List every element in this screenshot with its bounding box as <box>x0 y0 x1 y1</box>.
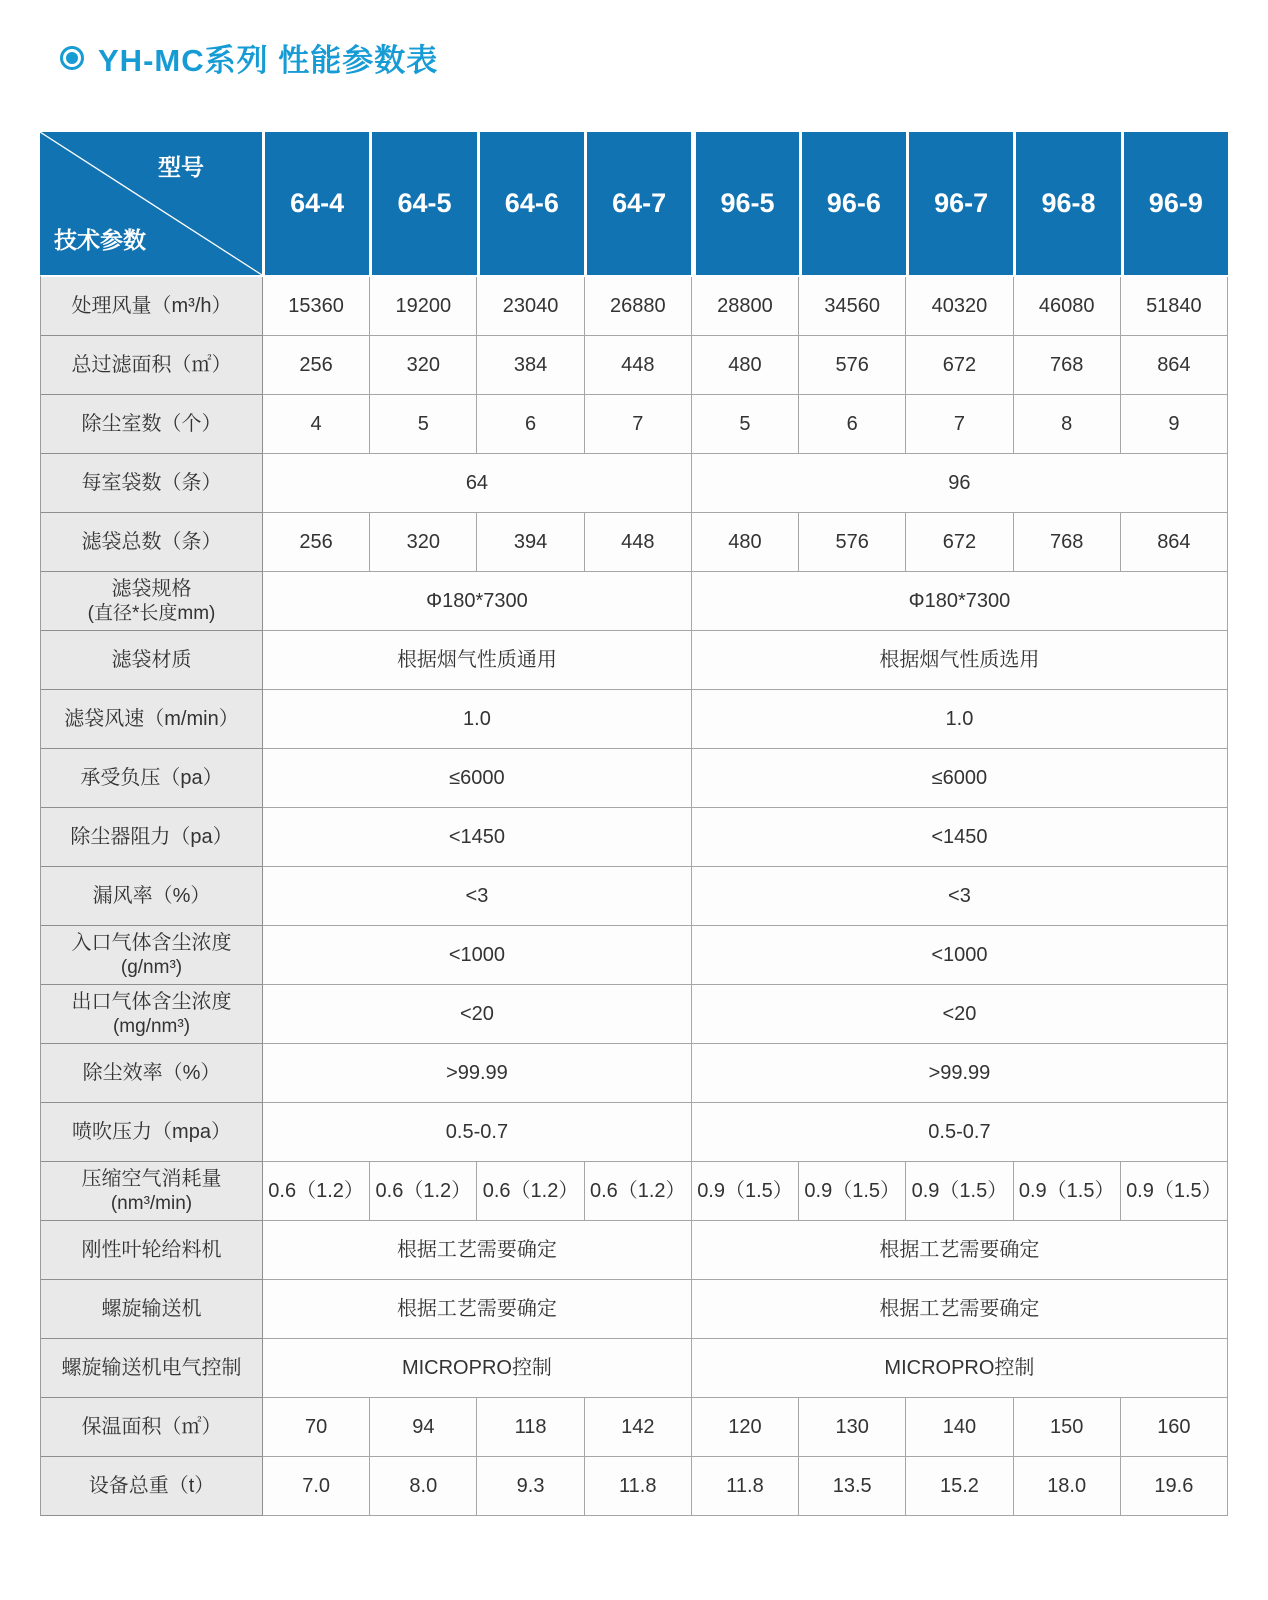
value-cell: 18.0 <box>1014 1457 1121 1516</box>
value-cell: 768 <box>1014 336 1121 395</box>
value-cell: 46080 <box>1014 277 1121 336</box>
row-label-text: 入口气体含尘浓度 <box>71 931 232 954</box>
value-cell: 160 <box>1121 1398 1228 1457</box>
row-label <box>41 513 263 572</box>
row-label-text: 滤袋风速（m/min） <box>64 707 239 730</box>
merged-value-cell: MICROPRO控制 <box>692 1339 1228 1398</box>
value-cell: 34560 <box>799 277 906 336</box>
value-cell: 130 <box>799 1398 906 1457</box>
merged-value-cell: <20 <box>263 985 692 1044</box>
value-cell: 384 <box>477 336 584 395</box>
value-cell: 150 <box>1014 1398 1121 1457</box>
value-cell: 9.3 <box>477 1457 584 1516</box>
row-label <box>41 690 263 749</box>
value-cell: 142 <box>585 1398 692 1457</box>
row-label <box>41 572 263 631</box>
value-cell: 51840 <box>1121 277 1228 336</box>
column-header-96-6: 96-6 <box>799 132 906 275</box>
merged-value-cell: <1000 <box>692 926 1228 985</box>
row-label-text: 喷吹压力（mpa） <box>72 1120 231 1143</box>
value-cell: 0.9（1.5） <box>1014 1162 1121 1221</box>
value-cell: 0.6（1.2） <box>477 1162 584 1221</box>
row-label-text: 处理风量（m³/h） <box>71 294 232 317</box>
column-header-64-7: 64-7 <box>584 132 691 275</box>
value-cell: 11.8 <box>585 1457 692 1516</box>
value-cell: 15.2 <box>906 1457 1013 1516</box>
value-cell: 8 <box>1014 395 1121 454</box>
row-label <box>41 808 263 867</box>
row-label <box>41 926 263 985</box>
value-cell: 672 <box>906 336 1013 395</box>
value-cell: 94 <box>370 1398 477 1457</box>
row-label <box>41 985 263 1044</box>
value-cell: 13.5 <box>799 1457 906 1516</box>
merged-value-cell: 1.0 <box>263 690 692 749</box>
column-header-64-6: 64-6 <box>477 132 584 275</box>
page-title-text: YH-MC系列 性能参数表 <box>98 43 439 78</box>
value-cell: 7.0 <box>263 1457 370 1516</box>
merged-value-cell: 根据工艺需要确定 <box>692 1221 1228 1280</box>
merged-value-cell: MICROPRO控制 <box>263 1339 692 1398</box>
row-label-text: 除尘室数（个） <box>81 412 222 435</box>
target-circle-icon <box>60 46 84 70</box>
merged-value-cell: <1450 <box>263 808 692 867</box>
row-label <box>41 1103 263 1162</box>
row-label-text: 承受负压（pa） <box>80 766 223 789</box>
merged-value-cell: Φ180*7300 <box>263 572 692 631</box>
column-header-96-5: 96-5 <box>691 132 798 275</box>
row-label <box>41 1457 263 1516</box>
row-label <box>41 1221 263 1280</box>
row-label <box>41 749 263 808</box>
value-cell: 5 <box>692 395 799 454</box>
value-cell: 0.9（1.5） <box>692 1162 799 1221</box>
merged-value-cell: 根据工艺需要确定 <box>263 1280 692 1339</box>
table-header-row <box>40 132 1228 275</box>
merged-value-cell: <3 <box>263 867 692 926</box>
header-corner-cell <box>40 132 262 275</box>
value-cell: 120 <box>692 1398 799 1457</box>
value-cell: 23040 <box>477 277 584 336</box>
corner-label-params: 技术参数 <box>54 227 146 253</box>
value-cell: 4 <box>263 395 370 454</box>
value-cell: 0.9（1.5） <box>799 1162 906 1221</box>
row-label-text: 总过滤面积（㎡） <box>71 353 232 376</box>
merged-value-cell: ≤6000 <box>263 749 692 808</box>
merged-value-cell: 根据烟气性质选用 <box>692 631 1228 690</box>
row-label-text: 刚性叶轮给料机 <box>81 1238 222 1261</box>
merged-value-cell: <1450 <box>692 808 1228 867</box>
value-cell: 6 <box>799 395 906 454</box>
value-cell: 672 <box>906 513 1013 572</box>
value-cell: 576 <box>799 336 906 395</box>
row-label <box>41 277 263 336</box>
merged-value-cell: 0.5-0.7 <box>692 1103 1228 1162</box>
value-cell: 5 <box>370 395 477 454</box>
merged-value-cell: <20 <box>692 985 1228 1044</box>
row-label <box>41 395 263 454</box>
value-cell: 448 <box>585 336 692 395</box>
value-cell: 864 <box>1121 513 1228 572</box>
row-label-text: 螺旋输送机电气控制 <box>61 1356 242 1379</box>
row-label <box>41 867 263 926</box>
value-cell: 0.6（1.2） <box>263 1162 370 1221</box>
row-label <box>41 1339 263 1398</box>
merged-value-cell: 0.5-0.7 <box>263 1103 692 1162</box>
value-cell: 7 <box>906 395 1013 454</box>
value-cell: 0.9（1.5） <box>906 1162 1013 1221</box>
value-cell: 15360 <box>263 277 370 336</box>
merged-value-cell: 64 <box>263 454 692 513</box>
value-cell: 0.9（1.5） <box>1121 1162 1228 1221</box>
value-cell: 140 <box>906 1398 1013 1457</box>
column-header-64-4: 64-4 <box>262 132 369 275</box>
value-cell: 7 <box>585 395 692 454</box>
page-title <box>60 35 1228 80</box>
value-cell: 768 <box>1014 513 1121 572</box>
value-cell: 0.6（1.2） <box>585 1162 692 1221</box>
merged-value-cell: 96 <box>692 454 1228 513</box>
value-cell: 8.0 <box>370 1457 477 1516</box>
merged-value-cell: 根据工艺需要确定 <box>263 1221 692 1280</box>
value-cell: 19200 <box>370 277 477 336</box>
row-label <box>41 1044 263 1103</box>
column-header-96-7: 96-7 <box>906 132 1013 275</box>
row-label-text: 除尘器阻力（pa） <box>70 825 233 848</box>
value-cell: 480 <box>692 336 799 395</box>
merged-value-cell: >99.99 <box>692 1044 1228 1103</box>
value-cell: 11.8 <box>692 1457 799 1516</box>
column-header-64-5: 64-5 <box>369 132 476 275</box>
row-label-text: 除尘效率（%） <box>82 1061 221 1084</box>
value-cell: 19.6 <box>1121 1457 1228 1516</box>
row-label-text: 压缩空气消耗量 <box>81 1167 222 1190</box>
row-label-text: 保温面积（㎡） <box>81 1415 222 1438</box>
spec-table <box>40 132 1228 1516</box>
row-label-text: 设备总重（t） <box>88 1474 215 1497</box>
value-cell: 864 <box>1121 336 1228 395</box>
row-label-unit: (mg/nm³) <box>112 1015 191 1037</box>
value-cell: 320 <box>370 336 477 395</box>
column-header-96-9: 96-9 <box>1121 132 1228 275</box>
row-label <box>41 1398 263 1457</box>
value-cell: 6 <box>477 395 584 454</box>
value-cell: 26880 <box>585 277 692 336</box>
value-cell: 256 <box>263 513 370 572</box>
merged-value-cell: 1.0 <box>692 690 1228 749</box>
row-label-text: 滤袋规格 <box>111 577 192 600</box>
row-label-text: 每室袋数（条） <box>81 471 222 494</box>
merged-value-cell: 根据烟气性质通用 <box>263 631 692 690</box>
value-cell: 28800 <box>692 277 799 336</box>
value-cell: 480 <box>692 513 799 572</box>
value-cell: 0.6（1.2） <box>370 1162 477 1221</box>
row-label-unit: (g/nm³) <box>120 956 183 978</box>
value-cell: 70 <box>263 1398 370 1457</box>
merged-value-cell: ≤6000 <box>692 749 1228 808</box>
value-cell: 118 <box>477 1398 584 1457</box>
row-label <box>41 631 263 690</box>
row-label-unit: (直径*长度mm) <box>87 602 216 624</box>
row-label-text: 滤袋材质 <box>111 648 192 671</box>
merged-value-cell: <1000 <box>263 926 692 985</box>
row-label-text: 螺旋输送机 <box>101 1297 202 1320</box>
merged-value-cell: >99.99 <box>263 1044 692 1103</box>
value-cell: 320 <box>370 513 477 572</box>
value-cell: 256 <box>263 336 370 395</box>
merged-value-cell: <3 <box>692 867 1228 926</box>
row-label-text: 漏风率（%） <box>92 884 211 907</box>
value-cell: 9 <box>1121 395 1228 454</box>
row-label <box>41 336 263 395</box>
value-cell: 394 <box>477 513 584 572</box>
table-body <box>40 275 1228 1516</box>
merged-value-cell: Φ180*7300 <box>692 572 1228 631</box>
value-cell: 576 <box>799 513 906 572</box>
row-label <box>41 1280 263 1339</box>
row-label-text: 滤袋总数（条） <box>81 530 222 553</box>
corner-label-model: 型号 <box>158 154 204 180</box>
row-label-text: 出口气体含尘浓度 <box>71 990 232 1013</box>
row-label-unit: (nm³/min) <box>110 1192 193 1214</box>
value-cell: 448 <box>585 513 692 572</box>
column-header-96-8: 96-8 <box>1013 132 1120 275</box>
row-label <box>41 454 263 513</box>
row-label <box>41 1162 263 1221</box>
value-cell: 40320 <box>906 277 1013 336</box>
merged-value-cell: 根据工艺需要确定 <box>692 1280 1228 1339</box>
